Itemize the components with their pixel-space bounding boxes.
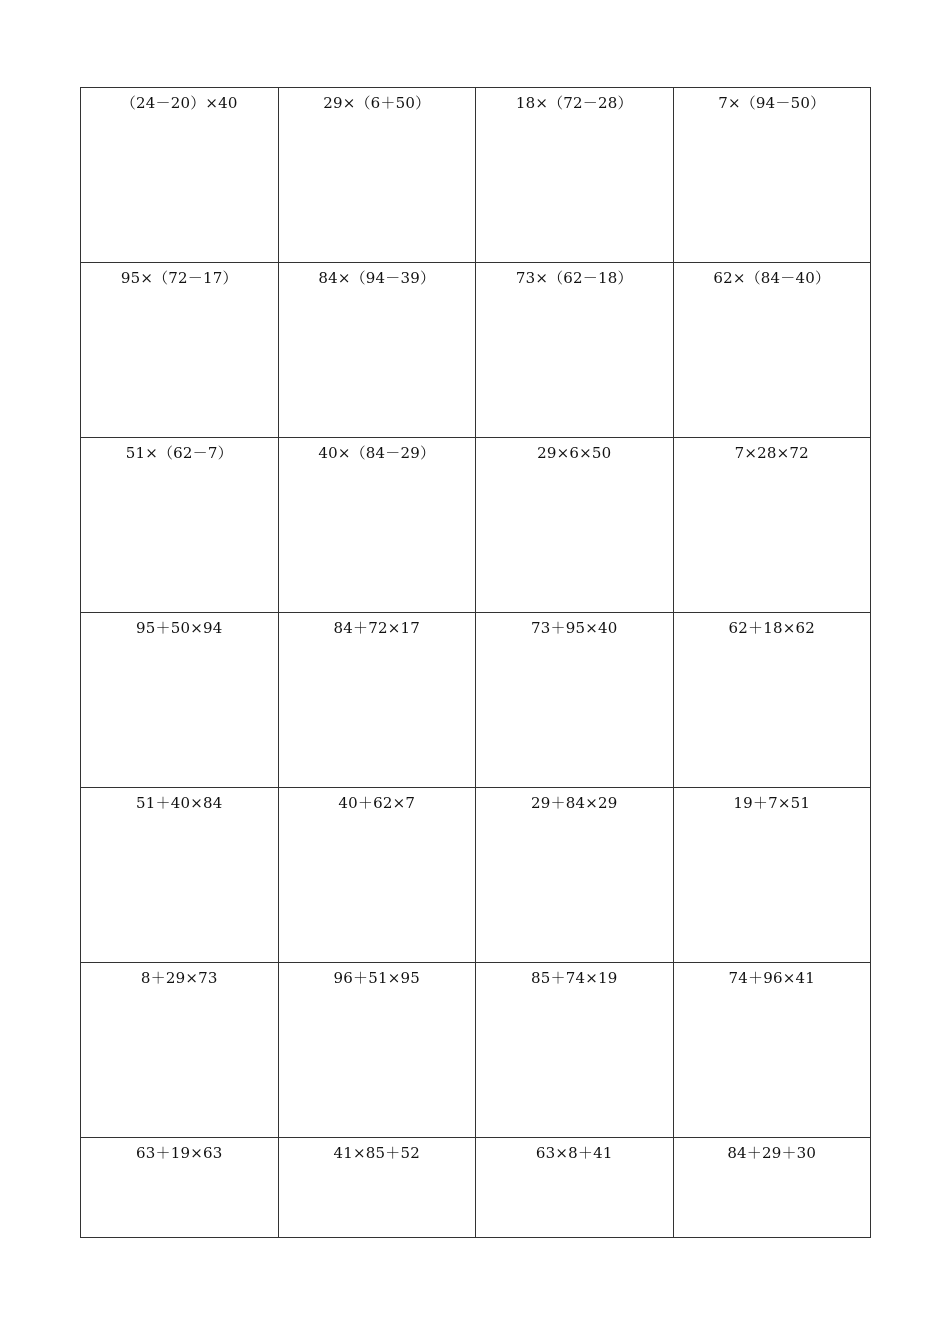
problem-cell [673, 88, 871, 263]
problem-cell [81, 1138, 279, 1238]
worksheet-row [81, 438, 871, 613]
problem-expression: 63＋19×63 [136, 1144, 223, 1162]
problem-expression: 41×85＋52 [333, 1144, 420, 1162]
problem-cell [476, 263, 674, 438]
problem-expression: （24－20）×40 [120, 94, 238, 112]
problem-expression: 85＋74×19 [531, 969, 618, 987]
worksheet-row [81, 88, 871, 263]
worksheet-row [81, 613, 871, 788]
problem-cell [476, 963, 674, 1138]
problem-expression: 62＋18×62 [728, 619, 815, 637]
problem-cell [278, 788, 476, 963]
worksheet-row [81, 263, 871, 438]
problem-cell [476, 88, 674, 263]
problem-expression: 84＋29＋30 [727, 1144, 817, 1162]
problem-expression: 84＋72×17 [333, 619, 420, 637]
problem-cell [673, 963, 871, 1138]
problem-expression: 29＋84×29 [531, 794, 618, 812]
problem-expression: 73×（62－18） [515, 269, 633, 287]
problem-cell [81, 963, 279, 1138]
problem-expression: 62×（84－40） [713, 269, 831, 287]
problem-expression: 7×（94－50） [718, 94, 826, 112]
problem-expression: 74＋96×41 [728, 969, 815, 987]
problem-cell [476, 613, 674, 788]
problem-cell [278, 438, 476, 613]
problem-cell [673, 613, 871, 788]
problem-cell [673, 263, 871, 438]
problem-cell [673, 1138, 871, 1238]
worksheet-row [81, 788, 871, 963]
problem-cell [476, 438, 674, 613]
problem-cell [278, 88, 476, 263]
problem-cell [476, 1138, 674, 1238]
worksheet-row [81, 1138, 871, 1238]
problem-expression: 29×6×50 [537, 444, 612, 462]
problem-cell [81, 788, 279, 963]
problem-expression: 51×（62－7） [125, 444, 233, 462]
problem-expression: 7×28×72 [734, 444, 809, 462]
problem-expression: 73＋95×40 [531, 619, 618, 637]
problem-expression: 8＋29×73 [140, 969, 218, 987]
problem-cell [476, 788, 674, 963]
problem-expression: 63×8＋41 [535, 1144, 613, 1162]
problem-cell [278, 1138, 476, 1238]
problem-expression: 40＋62×7 [338, 794, 416, 812]
problem-cell [278, 613, 476, 788]
arithmetic-worksheet-grid [80, 87, 871, 1238]
problem-cell [278, 263, 476, 438]
problem-cell [81, 88, 279, 263]
problem-expression: 95×（72－17） [120, 269, 238, 287]
problem-expression: 51＋40×84 [136, 794, 223, 812]
problem-cell [278, 963, 476, 1138]
problem-expression: 40×（84－29） [318, 444, 436, 462]
problem-expression: 84×（94－39） [318, 269, 436, 287]
problem-cell [81, 438, 279, 613]
problem-cell [673, 438, 871, 613]
problem-cell [81, 613, 279, 788]
problem-cell [81, 263, 279, 438]
problem-cell [673, 788, 871, 963]
worksheet-row [81, 963, 871, 1138]
problem-expression: 29×（6＋50） [323, 94, 431, 112]
problem-expression: 96＋51×95 [333, 969, 420, 987]
problem-expression: 18×（72－28） [515, 94, 633, 112]
problem-expression: 95＋50×94 [136, 619, 223, 637]
problem-expression: 19＋7×51 [733, 794, 811, 812]
